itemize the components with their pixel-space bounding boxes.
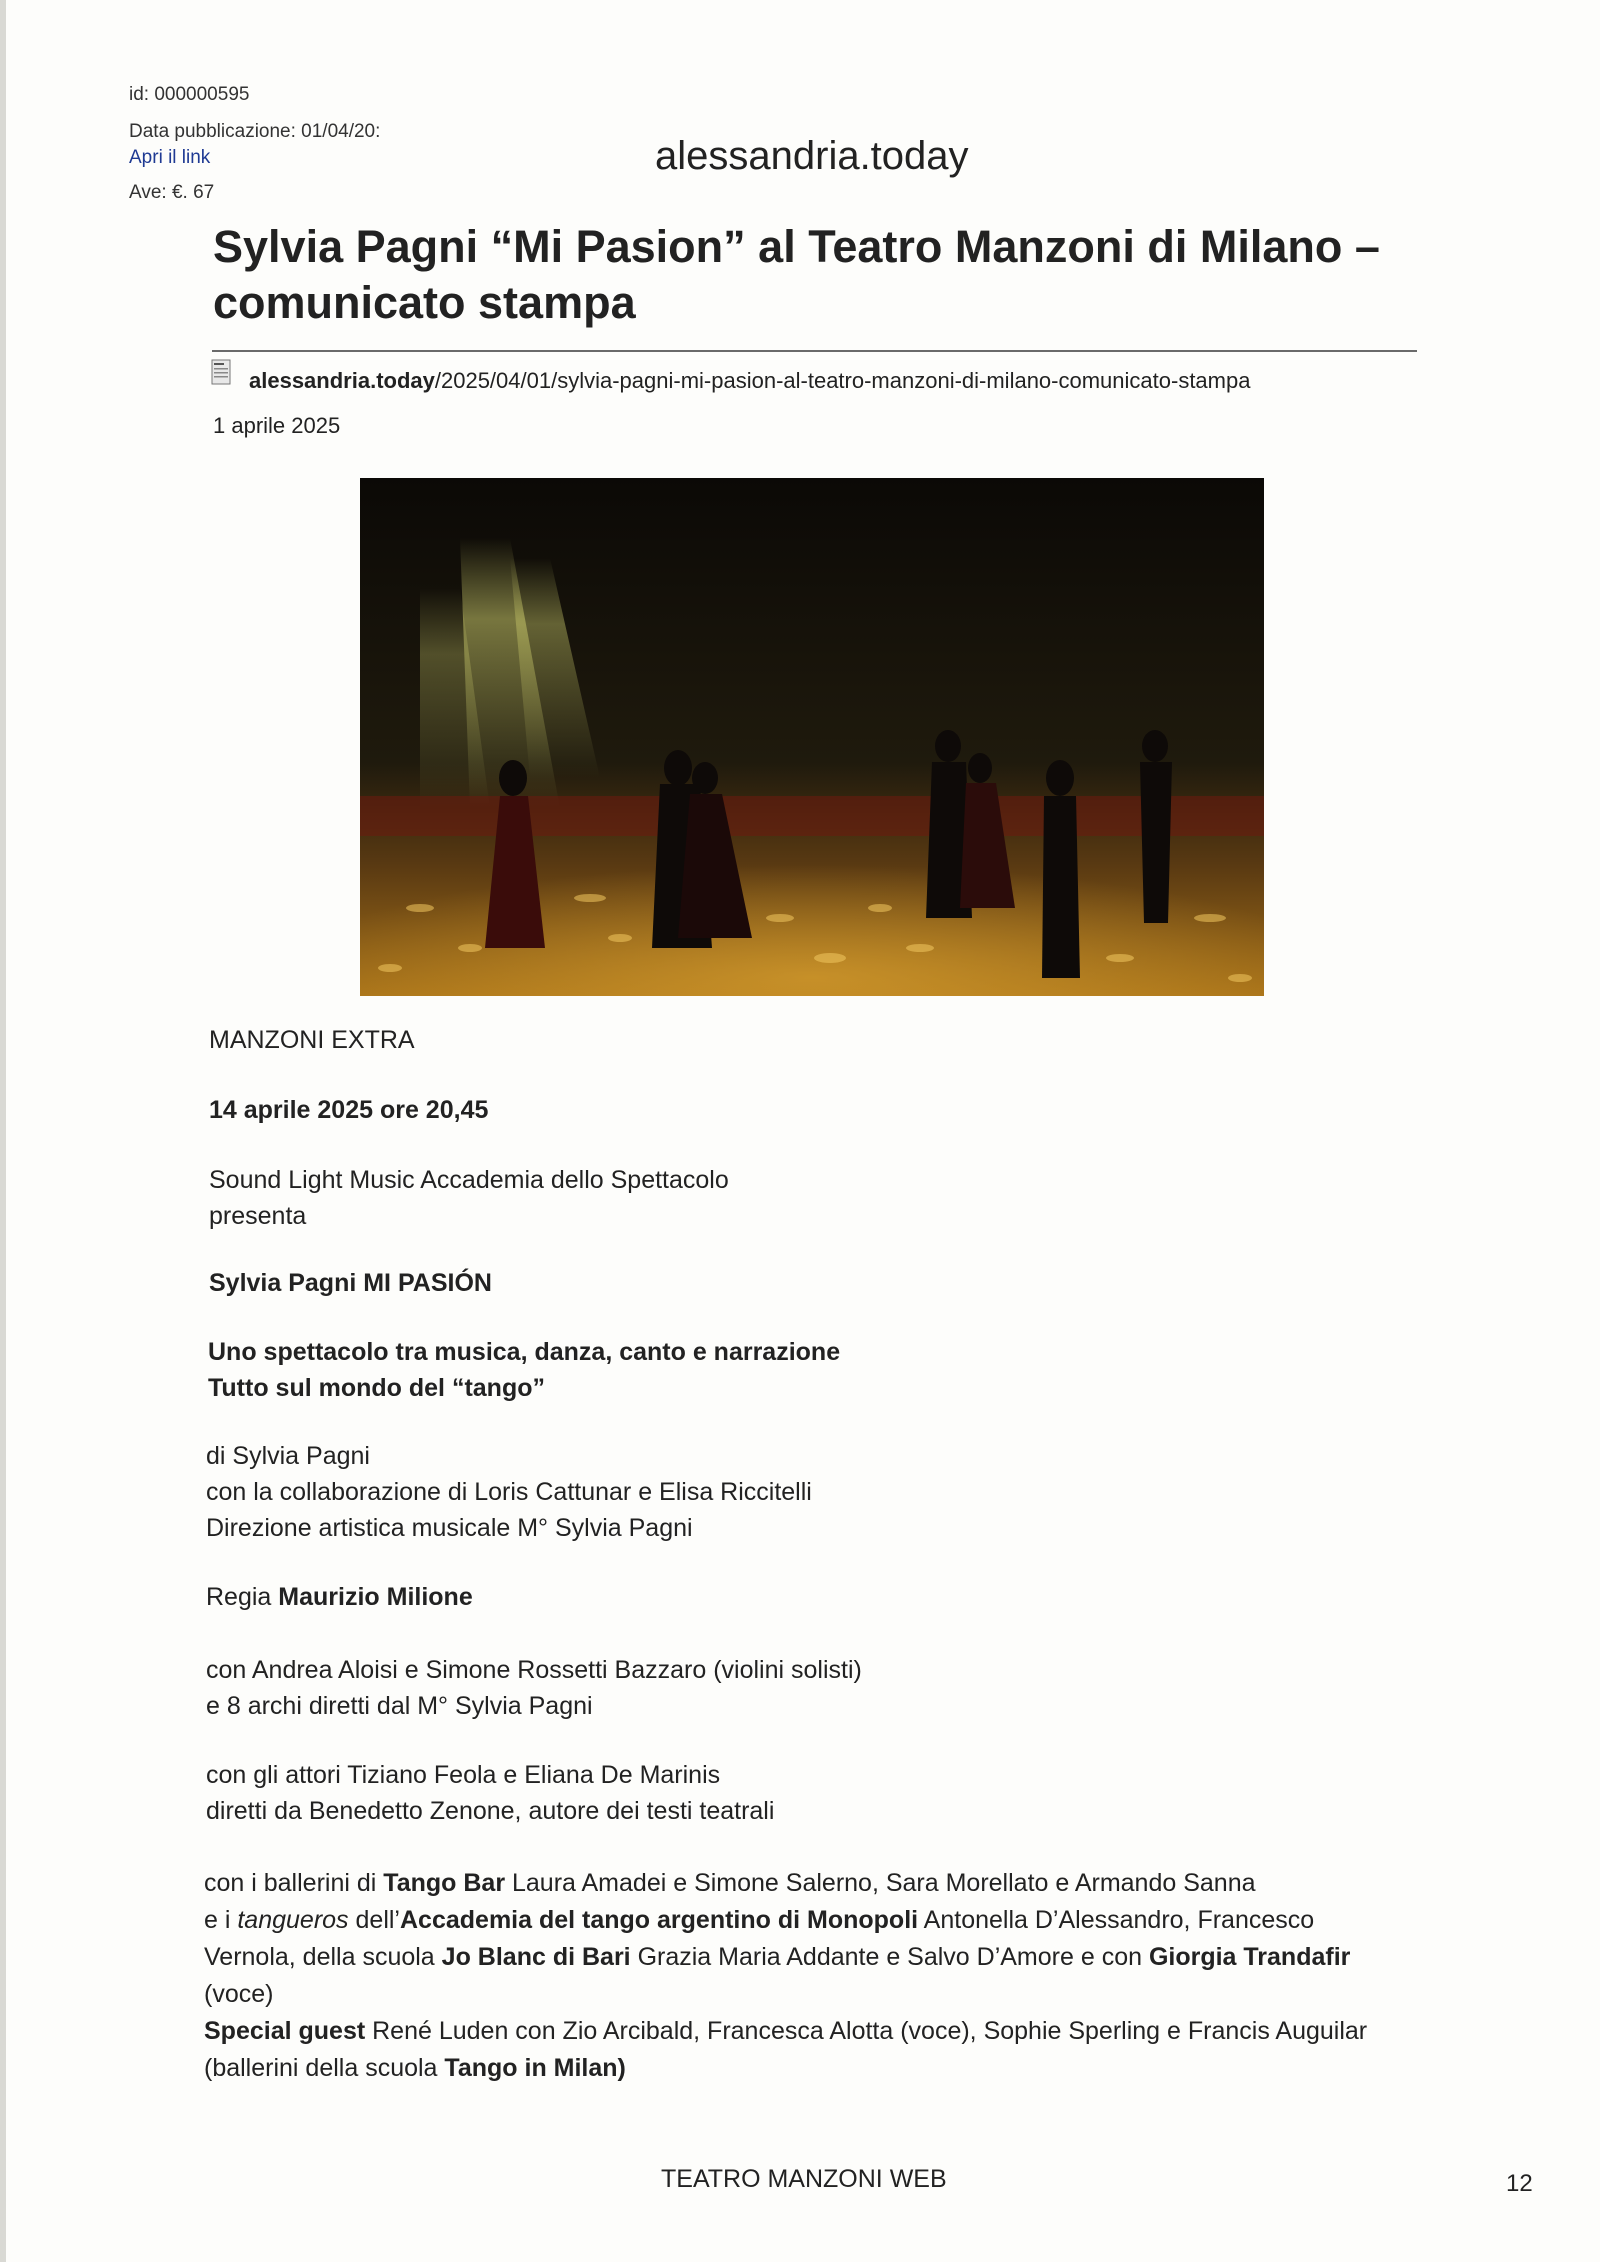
footer-label: TEATRO MANZONI WEB	[661, 2165, 947, 2193]
stage-photo	[360, 478, 1264, 996]
dancers-text: e i	[204, 1906, 231, 1934]
header-divider	[212, 350, 1417, 352]
presenter-line: presenta	[209, 1202, 307, 1230]
credit-line: di Sylvia Pagni	[206, 1442, 370, 1470]
show-title: Sylvia Pagni MI PASIÓN	[209, 1269, 492, 1297]
publication-date-meta: Data pubblicazione: 01/04/20:	[129, 122, 381, 141]
url-path: /2025/04/01/sylvia-pagni-mi-pasion-al-teatro-manzoni-di-milano-comunicato-stampa	[434, 368, 1251, 393]
article-headline: Sylvia Pagni “Mi Pasion” al Teatro Manzoni di Milano – comunicato stampa	[213, 221, 1380, 328]
dancers-text: (voce)	[204, 1980, 274, 2008]
page-icon	[211, 359, 231, 385]
director-name: Maurizio Milione	[278, 1583, 473, 1611]
scan-edge	[0, 0, 6, 2262]
dancers-text: Grazia Maria Addante e Salvo D’Amore e con	[637, 1943, 1142, 1971]
event-date: 14 aprile 2025 ore 20,45	[209, 1096, 489, 1124]
dancers-term: tangueros	[237, 1906, 349, 1934]
dancers-text: René Luden con Zio Arcibald, Francesca Alotta (voce), Sophie Sperling e Francis Auguilar (ballerini della scuola	[204, 2017, 1368, 2082]
article-date: 1 aprile 2025	[213, 413, 341, 438]
dancers-line-2	[204, 1902, 1404, 2013]
dancers-text: con i ballerini di	[204, 1869, 377, 1897]
director-line	[206, 1579, 473, 1615]
dancers-text: dell’	[355, 1906, 400, 1934]
section-label: MANZONI EXTRA	[209, 1026, 415, 1054]
subtitle-line: Tutto sul mondo del “tango”	[208, 1374, 545, 1402]
open-link[interactable]: Apri il link	[129, 147, 211, 168]
ave-value: Ave: €. 67	[129, 182, 215, 203]
actors-line: diretti da Benedetto Zenone, autore dei testi teatrali	[206, 1797, 775, 1825]
source-name: alessandria.today	[655, 134, 969, 178]
presenter-block	[209, 1162, 909, 1234]
presenter-line: Sound Light Music Accademia dello Spettacolo	[209, 1166, 729, 1194]
subtitle-line: Uno spettacolo tra musica, danza, canto e narrazione	[208, 1338, 841, 1366]
dancers-school: Accademia del tango argentino di Monopoli	[400, 1906, 919, 1934]
dancers-text: Antonella D’Alessandro, Francesco Vernola, della scuola	[204, 1906, 1315, 1971]
singer-name: Giorgia Trandafir	[1148, 1943, 1351, 1971]
clipping-id: id: 000000595	[129, 84, 250, 105]
actors-line: con gli attori Tiziano Feola e Eliana De Marinis	[206, 1761, 721, 1789]
musicians-block	[206, 1652, 1106, 1724]
musicians-line: e 8 archi diretti dal M° Sylvia Pagni	[206, 1692, 593, 1720]
dancers-text: Laura Amadei e Simone Salerno, Sara Morellato e Armando Sanna	[512, 1869, 1256, 1897]
credit-line: con la collaborazione di Loris Cattunar e Elisa Riccitelli	[206, 1478, 812, 1506]
credits-block	[206, 1438, 1006, 1546]
dancers-group: Tango Bar	[383, 1869, 506, 1897]
show-subtitle	[208, 1334, 1008, 1406]
dancers-block	[204, 1865, 1404, 2087]
credit-line: Direzione artistica musicale M° Sylvia Pagni	[206, 1514, 693, 1542]
dancers-school: Jo Blanc di Bari	[441, 1943, 631, 1971]
director-label: Regia	[206, 1583, 272, 1611]
special-guests	[204, 2013, 1404, 2087]
page-number: 12	[1506, 2170, 1533, 2197]
musicians-line: con Andrea Aloisi e Simone Rossetti Bazzaro (violini solisti)	[206, 1656, 862, 1684]
special-guest-label: Special guest	[204, 2017, 366, 2045]
dancers-school: Tango in Milan)	[444, 2054, 626, 2082]
dancers-line-1	[204, 1865, 1404, 1902]
url-domain: alessandria.today	[249, 368, 435, 393]
article-url[interactable]	[249, 368, 1250, 394]
actors-block	[206, 1757, 1106, 1829]
